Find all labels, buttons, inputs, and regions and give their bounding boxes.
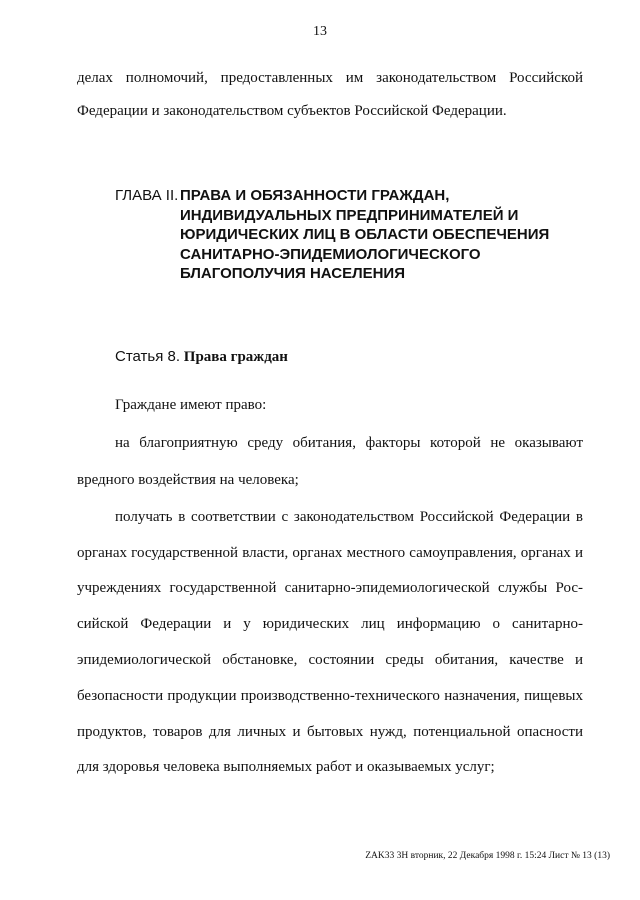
- body-item-line: сийской Федерации и у юридических лиц информацию о санитарно-: [77, 616, 583, 632]
- page-number: 13: [313, 24, 327, 39]
- body-item-line: органах государственной власти, органах местного самоуправления, органах и: [77, 545, 583, 561]
- chapter-title-line: ПРАВА И ОБЯЗАННОСТИ ГРАЖДАН,: [180, 187, 450, 204]
- chapter-title-line: ИНДИВИДУАЛЬНЫХ ПРЕДПРИНИМАТЕЛЕЙ И: [180, 206, 519, 224]
- article-title: Права граждан: [183, 349, 288, 365]
- article-heading: [115, 348, 288, 366]
- body-item-line: вредного воздействия на человека;: [77, 472, 299, 488]
- body-intro: Граждане имеют право:: [115, 397, 267, 413]
- article-label: Статья 8.: [115, 348, 181, 365]
- chapter-title-line: САНИТАРНО-ЭПИДЕМИОЛОГИЧЕСКОГО: [180, 245, 481, 263]
- continuation-line: делах полномочий, предоставленных им законодательством Российской: [77, 70, 583, 86]
- body-item-line: для здоровья человека выполняемых работ и оказываемых услуг;: [77, 759, 495, 775]
- page-footer: ZAK33 3H вторник, 22 Декабря 1998 г. 15:24 Лист № 13 (13): [365, 851, 610, 861]
- body-item-line: продуктов, товаров для личных и бытовых нужд, потенциальной опасности: [77, 724, 583, 740]
- body-item-line: учреждениях государственной санитарно-эпидемиологической службы Рос-: [77, 580, 583, 596]
- body-item-line: получать в соответствии с законодательством Российской Федерации в: [115, 509, 583, 525]
- body-item-line: эпидемиологической обстановке, состоянии среды обитания, качестве и: [77, 652, 583, 668]
- body-item-line: на благоприятную среду обитания, факторы которой не оказывают: [115, 435, 583, 451]
- continuation-line: Федерации и законодательством субъектов Российской Федерации.: [77, 103, 507, 119]
- body-item-line: безопасности продукции производственно-технического назначения, пищевых: [77, 688, 583, 704]
- chapter-prefix: ГЛАВА II.: [115, 187, 179, 204]
- chapter-title: [180, 186, 600, 284]
- chapter-title-line: ЮРИДИЧЕСКИХ ЛИЦ В ОБЛАСТИ ОБЕСПЕЧЕНИЯ: [180, 226, 550, 243]
- chapter-title-line: БЛАГОПОЛУЧИЯ НАСЕЛЕНИЯ: [180, 265, 405, 282]
